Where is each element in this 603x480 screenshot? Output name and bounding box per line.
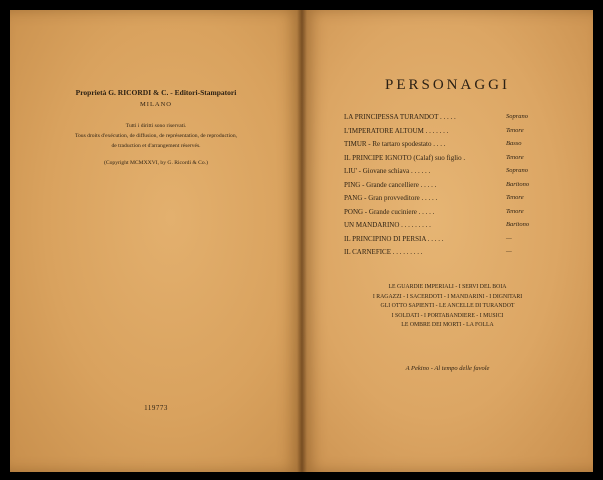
publisher-line: Proprietà G. RICORDI & C. - Editori-Stampatori xyxy=(75,88,237,97)
cast-row xyxy=(344,235,584,249)
publisher-city: MILANO xyxy=(140,101,172,108)
role-name: PANG - Gran provveditore . . . . . xyxy=(344,194,438,202)
role-name: PONG - Grande cuciniere . . . . . xyxy=(344,207,435,216)
copyright-notice: (Copyright MCMXXVI, by G. Ricordi & Co.) xyxy=(104,160,208,166)
role-name: IL CARNEFICE . . . . . . . . . xyxy=(344,248,423,256)
chorus-line: I RAGAZZI - I SACERDOTI - I MANDARINI - I DIGNITARI xyxy=(372,293,523,300)
cast-row xyxy=(344,140,584,154)
role-name: LIU' - Giovane schiava . . . . . . xyxy=(344,167,431,175)
rights-line: Tutti i diritti sono riservati. xyxy=(125,123,187,129)
catalog-number: 119773 xyxy=(144,404,168,412)
voice-type: — xyxy=(506,234,512,242)
voice-type: Basso xyxy=(506,140,522,147)
chorus-line: LE GUARDIE IMPERIALI - I SERVI DEL BOIA xyxy=(388,284,507,290)
cast-list xyxy=(344,113,584,262)
voice-type: Soprano xyxy=(506,167,529,174)
role-name: IL PRINCIPINO DI PERSIA . . . . . xyxy=(344,234,444,243)
cast-row xyxy=(344,127,584,141)
chorus-list xyxy=(302,283,593,331)
book-gutter xyxy=(297,10,307,472)
voice-type: Soprano xyxy=(506,113,529,120)
role-name: LA PRINCIPESSA TURANDOT . . . . . xyxy=(344,113,456,121)
role-name: L'IMPERATORE ALTOUM . . . . . . . xyxy=(344,126,449,135)
right-page xyxy=(302,10,593,472)
left-page xyxy=(10,10,302,472)
chorus-line: I SOLDATI - I PORTABANDIERE - I MUSICI xyxy=(391,312,504,319)
role-name: UN MANDARINO . . . . . . . . . xyxy=(344,221,431,229)
voice-type: — xyxy=(506,248,512,255)
voice-type: Tenore xyxy=(506,126,524,134)
role-name: IL PRINCIPE IGNOTO (Calaf) suo figlio . xyxy=(344,153,466,162)
cast-row xyxy=(344,194,584,208)
open-book xyxy=(10,10,593,472)
voice-type: Baritono xyxy=(506,180,530,188)
cast-row xyxy=(344,208,584,222)
rights-notice xyxy=(30,121,282,151)
setting-line: A Pekino - Al tempo delle favole xyxy=(405,365,490,372)
rights-line: de traduction et d'arrangement réservés. xyxy=(111,143,201,149)
cast-row xyxy=(344,181,584,195)
voice-type: Tenore xyxy=(506,207,524,215)
cast-row xyxy=(344,113,584,127)
cast-row xyxy=(344,221,584,235)
role-name: TIMUR - Re tartaro spodestato . . . . xyxy=(344,140,446,148)
cast-row xyxy=(344,154,584,168)
rights-line: Tous droits d'exécution, de diffusion, de représentation, de reproduction, xyxy=(74,133,238,139)
voice-type: Tenore xyxy=(506,194,524,201)
cast-row xyxy=(344,167,584,181)
chorus-line: GLI OTTO SAPIENTI - LE ANCELLE DI TURANDOT xyxy=(380,303,515,309)
role-name: PING - Grande cancelliere . . . . . xyxy=(344,180,437,189)
page-title: PERSONAGGI xyxy=(384,77,510,93)
chorus-line: LE OMBRE DEI MORTI - LA FOLLA xyxy=(401,322,494,328)
voice-type: Baritono xyxy=(506,221,530,228)
cast-row xyxy=(344,248,584,262)
voice-type: Tenore xyxy=(506,153,524,161)
